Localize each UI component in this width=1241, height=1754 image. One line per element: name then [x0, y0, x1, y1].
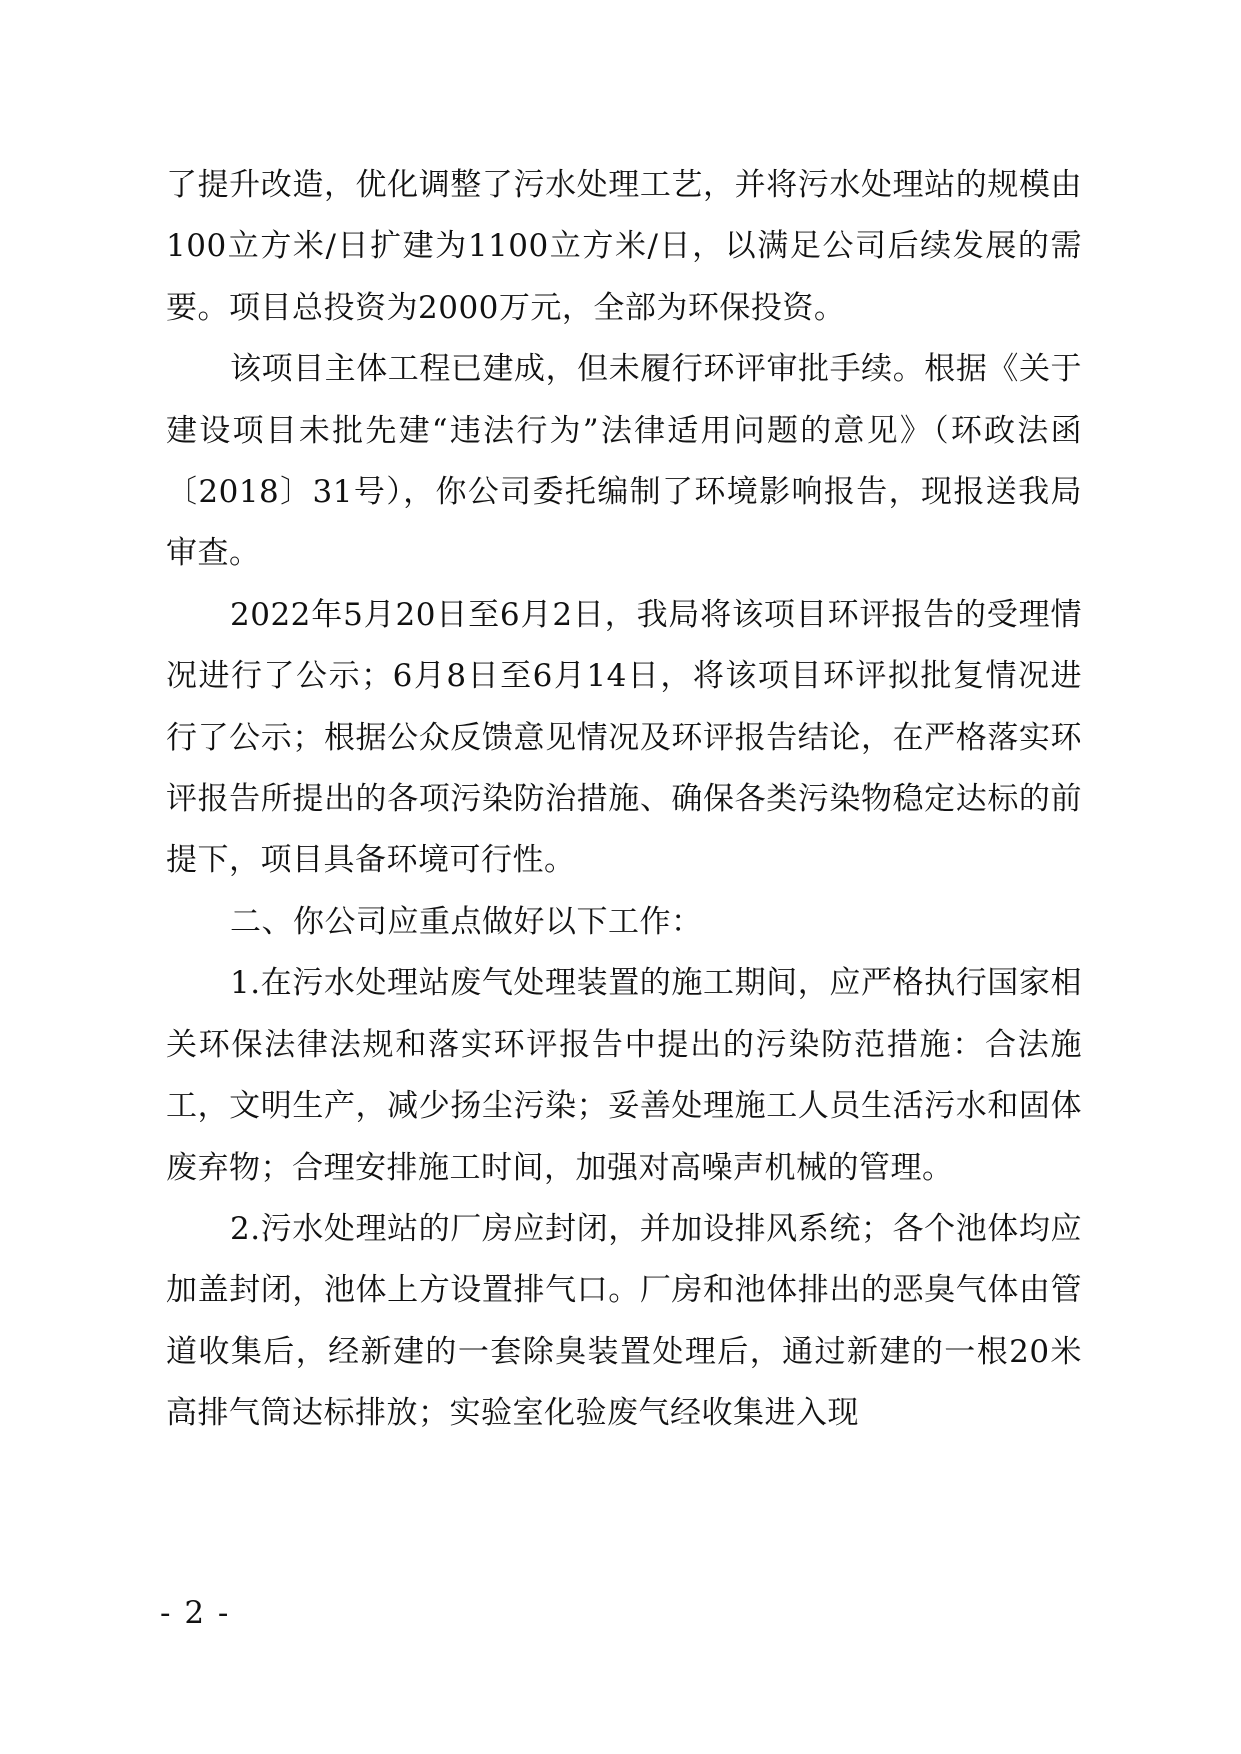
paragraph-item-2: 2.污水处理站的厂房应封闭，并加设排风系统；各个池体均应加盖封闭，池体上方设置排气口。厂房和池体排出的恶臭气体由管道收集后，经新建的一套除臭装置处理后，通过新建的一根20米高排气筒达标排放；实验室化验废气经收集进入现: [166, 1210, 1082, 1432]
paragraph-approval-status: 该项目主体工程已建成，但未履行环评审批手续。根据《关于建设项目未批先建“违法行为”法律适用问题的意见》（环政法函〔2018〕31号），你公司委托编制了环境影响报告，现报送我局审查。: [166, 351, 1082, 572]
paragraph-item-1: 1.在污水处理站废气处理装置的施工期间，应严格执行国家相关环保法律法规和落实环评报告中提出的污染防范措施：合法施工，文明生产，减少扬尘污染；妥善处理施工人员生活污水和固体废弃物；合理安排施工时间，加强对高噪声机械的管理。: [166, 965, 1082, 1186]
paragraph-public-notice: 2022年5月20日至6月2日，我局将该项目环评报告的受理情况进行了公示；6月8日至6月14日，将该项目环评拟批复情况进行了公示；根据公众反馈意见情况及环评报告结论，在严格落实环评报告所提出的各项污染防治措施、确保各类污染物稳定达标的前提下，项目具备环境可行性。: [166, 596, 1082, 879]
page-number: - 2 -: [160, 1595, 231, 1631]
body-text: [166, 155, 1082, 1445]
section-heading-two: 二、你公司应重点做好以下工作：: [230, 903, 703, 940]
paragraph-continuation: 了提升改造，优化调整了污水处理工艺，并将污水处理站的规模由100立方米/日扩建为1100立方米/日，以满足公司后续发展的需要。项目总投资为2000万元，全部为环保投资。: [166, 167, 1082, 326]
